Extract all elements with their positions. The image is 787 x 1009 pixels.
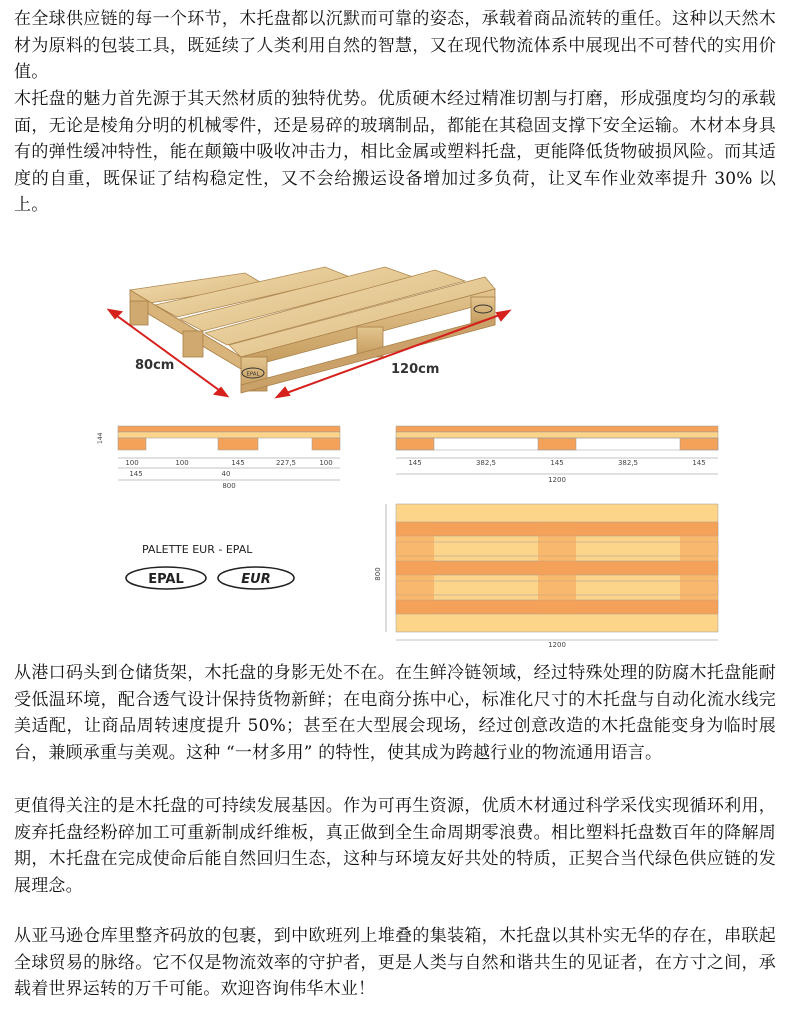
side-view [97,426,340,490]
front-dim: 382,5 [475,459,497,467]
length-dimension-label: 120cm [391,362,440,377]
side-dim: 100 [125,459,139,467]
eur-logo: EUR [241,572,271,587]
side-dim: 145 [231,459,245,467]
material-paragraph: 木托盘的魅力首先源于其天然材质的独特优势。优质硬木经过精准切割与打磨，形成强度均匀的承载面，无论是棱角分明的机械零件，还是易碎的玻璃制品，都能在其稳固支撑下安全运输。木材本身具有的弹性缓冲特性，能在颠簸中吸收冲击力，相比金属或塑料托盘，更能降低货物破损风险。而其适度的自重，既保证了结构稳定性，又不会给搬运设备增加过多负荷，让叉车作业效率提升 30% 以上。 [14,89,776,215]
front-dim: 145 [692,459,706,467]
plan-total: 1200 [548,641,566,648]
drawing-caption: PALETTE EUR - EPAL [142,543,253,556]
side-dim: 227,5 [275,459,297,467]
pallet-technical-drawing [96,418,736,648]
width-dimension-label: 80cm [135,358,175,373]
pallet-photo [95,245,525,410]
front-view [396,426,718,484]
closing-paragraph: 从亚马逊仓库里整齐码放的包裹，到中欧班列上堆叠的集装箱，木托盘以其朴实无华的存在，串联起全球贸易的脉络。它不仅是物流效率的守护者，更是人类与自然和谐共生的见证者，在方寸之间，承载着世界运转的万千可能。欢迎咨询伟华木业！ [14,926,776,999]
side-height: 144 [97,432,104,444]
side-dim: 145 [129,470,143,478]
usage-paragraph: 从港口码头到仓储货架，木托盘的身影无处不在。在生鲜冷链领域，经过特殊处理的防腐木托盘能耐受低温环境，配合透气设计保持货物新鲜；在电商分拣中心，标准化尺寸的木托盘与自动化流水线完美适配，让商品周转速度提升 50%；甚至在大型展会现场，经过创意改造的木托盘能变身为临时展台，兼顾承重与美观。这种 “一材多用” 的特性，使其成为跨越行业的物流通用语言。 [14,663,776,763]
side-total: 800 [222,482,236,490]
epal-logo: EPAL [148,572,184,587]
intro-paragraph: 在全球供应链的每一个环节，木托盘都以沉默而可靠的姿态，承载着商品流转的重任。这种以天然木材为原料的包装工具，既延续了人类利用自然的智慧，又在现代物流体系中展现出不可替代的实用价值。 [14,9,776,82]
photo-epal-logo: EPAL [246,371,260,378]
side-dim: 100 [175,459,189,467]
pallet-deck [130,267,495,393]
front-dim: 145 [550,459,564,467]
front-total: 1200 [548,476,566,484]
plan-view [374,504,718,648]
plan-width: 800 [374,567,382,581]
front-dim: 145 [408,459,422,467]
side-dim: 40 [221,470,231,478]
sustainability-paragraph: 更值得关注的是木托盘的可持续发展基因。作为可再生资源，优质木材通过科学采伐实现循环利用，废弃托盘经粉碎加工可重新制成纤维板，真正做到全生命周期零浪费。相比塑料托盘数百年的降解周期，木托盘在完成使命后能自然回归生态，这种与环境友好共处的特质，正契合当代绿色供应链的发展理念。 [14,796,776,896]
front-dim: 382,5 [617,459,639,467]
side-dim: 100 [319,459,333,467]
